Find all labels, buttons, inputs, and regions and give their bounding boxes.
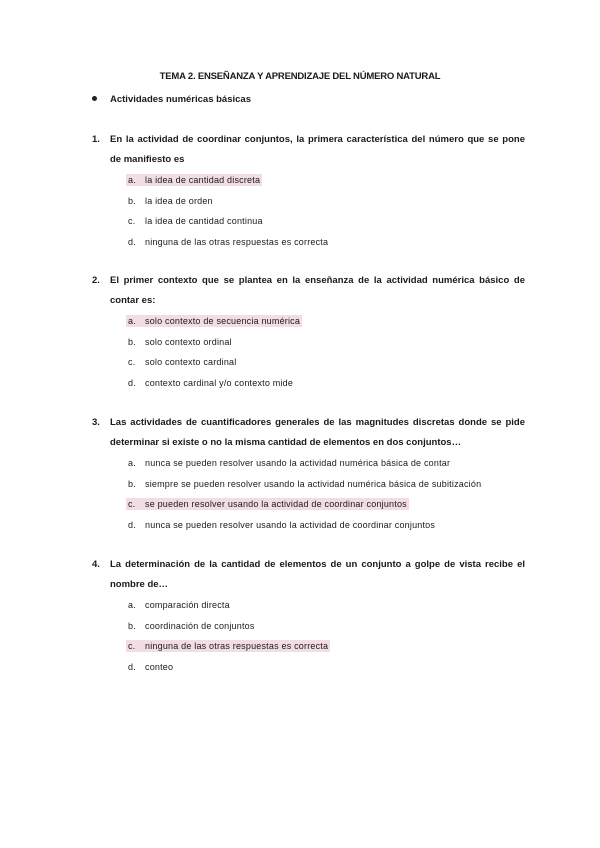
answer-option[interactable] bbox=[126, 599, 232, 611]
document-title: TEMA 2. ENSEÑANZA Y APRENDIZAJE DEL NÚMERO NATURAL bbox=[159, 71, 441, 82]
option-letter: b. bbox=[128, 336, 136, 347]
question-number: 4. bbox=[92, 559, 100, 570]
answer-option[interactable] bbox=[126, 356, 238, 368]
option-text: nunca se pueden resolver usando la actividad de coordinar conjuntos bbox=[145, 519, 436, 530]
section-label: Actividades numéricas básicas bbox=[110, 94, 251, 105]
answer-option[interactable] bbox=[126, 661, 175, 673]
question-text-line1: Las actividades de cuantificadores generales de las magnitudes discretas donde se pide bbox=[110, 417, 525, 428]
option-letter: a. bbox=[128, 316, 136, 326]
option-letter: c. bbox=[128, 499, 136, 509]
question-text-line2: nombre de… bbox=[110, 579, 169, 590]
question-number: 3. bbox=[92, 417, 100, 428]
option-letter: b. bbox=[128, 478, 136, 489]
option-text: la idea de cantidad discreta bbox=[145, 175, 261, 185]
question-text-line1: El primer contexto que se plantea en la enseñanza de la actividad numérica básico de bbox=[110, 275, 525, 286]
option-text: ninguna de las otras respuestas es correcta bbox=[145, 236, 329, 247]
option-letter: d. bbox=[128, 661, 136, 672]
option-text: solo contexto de secuencia numérica bbox=[145, 316, 301, 326]
option-text: comparación directa bbox=[145, 600, 230, 610]
answer-option[interactable] bbox=[126, 457, 452, 469]
answer-option[interactable] bbox=[126, 215, 265, 227]
section-heading bbox=[92, 94, 251, 105]
question-text-line1: En la actividad de coordinar conjuntos, la primera característica del número que se pone bbox=[110, 134, 525, 145]
question-text-line2: contar es: bbox=[110, 295, 156, 306]
answer-option[interactable] bbox=[126, 336, 234, 348]
option-text: contexto cardinal y/o contexto mide bbox=[145, 377, 294, 388]
option-text: siempre se pueden resolver usando la actividad numérica básica de subitización bbox=[145, 478, 482, 489]
option-text: solo contexto ordinal bbox=[145, 336, 232, 347]
option-text: solo contexto cardinal bbox=[145, 357, 237, 367]
option-letter: a. bbox=[128, 175, 136, 185]
answer-option[interactable] bbox=[126, 195, 215, 207]
answer-option[interactable] bbox=[126, 620, 257, 632]
option-letter: c. bbox=[128, 216, 136, 226]
answer-option[interactable] bbox=[126, 236, 330, 248]
option-text: la idea de cantidad continua bbox=[145, 216, 263, 226]
option-text: coordinación de conjuntos bbox=[145, 620, 255, 631]
option-letter: d. bbox=[128, 519, 136, 530]
option-letter: a. bbox=[128, 458, 136, 468]
option-text: ninguna de las otras respuestas es correcta bbox=[145, 641, 329, 651]
option-letter: d. bbox=[128, 236, 136, 247]
option-letter: d. bbox=[128, 377, 136, 388]
bullet-icon bbox=[92, 96, 97, 101]
question-text-line2: determinar si existe o no la misma cantidad de elementos en dos conjuntos… bbox=[110, 437, 462, 448]
option-text: se pueden resolver usando la actividad de coordinar conjuntos bbox=[145, 499, 407, 509]
answer-option[interactable] bbox=[126, 519, 437, 531]
option-letter: c. bbox=[128, 357, 136, 367]
answer-option[interactable] bbox=[126, 315, 302, 327]
question-text-line1: La determinación de la cantidad de elementos de un conjunto a golpe de vista recibe el bbox=[110, 559, 525, 570]
option-letter: a. bbox=[128, 600, 136, 610]
answer-option[interactable] bbox=[126, 174, 262, 186]
option-text: la idea de orden bbox=[145, 195, 213, 206]
option-letter: b. bbox=[128, 620, 136, 631]
question-text-line2: de manifiesto es bbox=[110, 154, 185, 165]
option-letter: b. bbox=[128, 195, 136, 206]
answer-option[interactable] bbox=[126, 377, 295, 389]
option-text: conteo bbox=[145, 661, 174, 672]
question-number: 1. bbox=[92, 134, 100, 145]
answer-option[interactable] bbox=[126, 640, 330, 652]
answer-option[interactable] bbox=[126, 498, 409, 510]
answer-option[interactable] bbox=[126, 478, 483, 490]
option-letter: c. bbox=[128, 641, 136, 651]
option-text: nunca se pueden resolver usando la actividad numérica básica de contar bbox=[145, 458, 451, 468]
question-number: 2. bbox=[92, 275, 100, 286]
